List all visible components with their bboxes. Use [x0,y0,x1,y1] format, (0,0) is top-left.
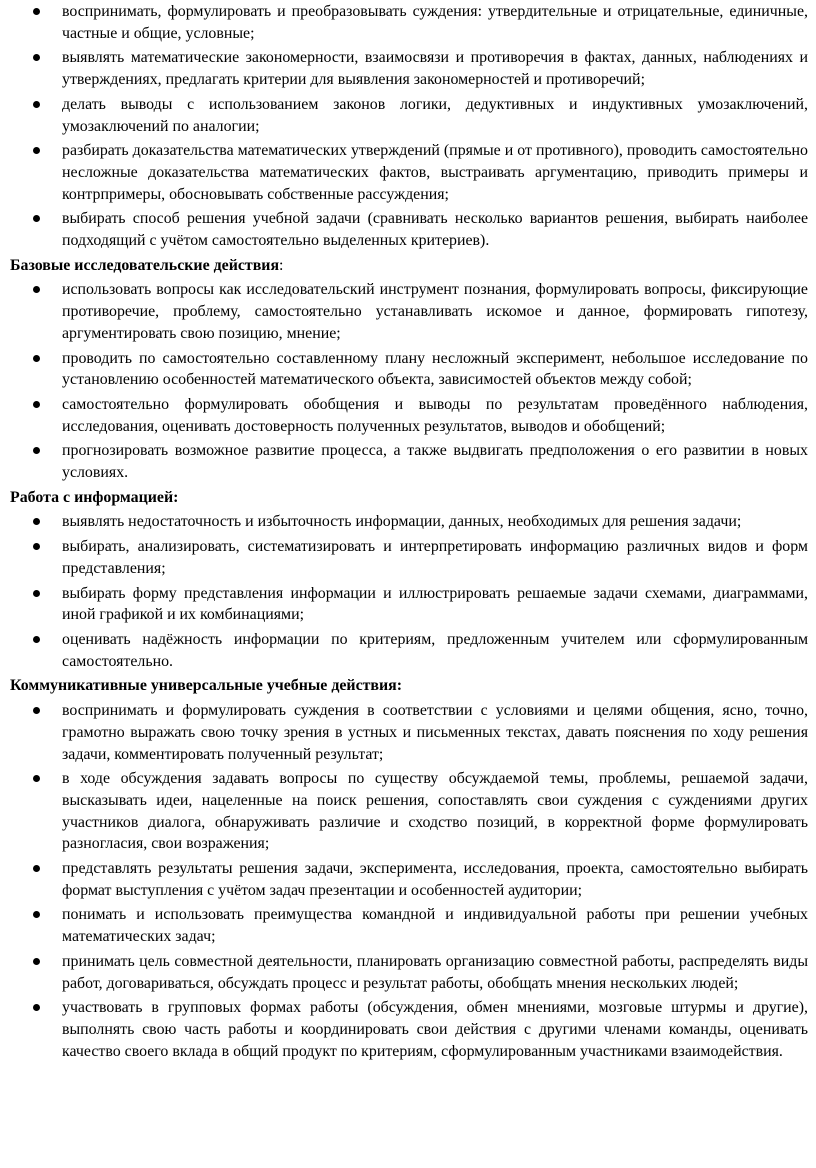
information-actions-list [10,511,808,672]
list-item: самостоятельно формулировать обобщения и выводы по результатам проведённого наблюдения, исследования, оценивать достоверность полученных результатов, выводов и обобщений; [10,394,808,437]
list-item: выявлять недостаточность и избыточность информации, данных, необходимых для решения задачи; [10,511,808,533]
list-item: принимать цель совместной деятельности, планировать организацию совместной работы, распределять виды работ, договариваться, обсуждать процесс и результат работы, обобщать мнения нескольких людей; [10,951,808,994]
list-item: воспринимать, формулировать и преобразовывать суждения: утвердительные и отрицательные, единичные, частные и общие, условные; [10,1,808,44]
logic-actions-list [10,1,808,252]
heading-colon: : [279,256,284,274]
list-item: выявлять математические закономерности, взаимосвязи и противоречия в фактах, данных, наблюдениях и утверждениях, предлагать критерии для выявления закономерностей и противоречий; [10,47,808,90]
list-item: выбирать способ решения учебной задачи (сравнивать несколько вариантов решения, выбирать наиболее подходящий с учётом самостоятельно выделенных критериев). [10,208,808,251]
section-heading-information: Работа с информацией: [10,488,179,506]
list-item: выбирать форму представления информации и иллюстрировать решаемые задачи схемами, диаграммами, иной графикой и их комбинациями; [10,583,808,626]
list-item: в ходе обсуждения задавать вопросы по существу обсуждаемой темы, проблемы, решаемой задачи, высказывать идеи, нацеленные на поиск решения, сопоставлять свои суждения с суждениями других участников диалога, обнаруживать различие и сходство позиций, в корректной форме формулировать разногласия, свои возражения; [10,768,808,855]
list-item: понимать и использовать преимущества командной и индивидуальной работы при решении учебных математических задач; [10,904,808,947]
list-item: участвовать в групповых формах работы (обсуждения, обмен мнениями, мозговые штурмы и другие), выполнять свою часть работы и координировать свои действия с другими членами команды, оценивать качество своего вклада в общий продукт по критериям, сформулированным участниками взаимодействия. [10,997,808,1062]
list-item: разбирать доказательства математических утверждений (прямые и от противного), проводить самостоятельно несложные доказательства математических фактов, выстраивать аргументацию, приводить примеры и контрпримеры, обосновывать собственные рассуждения; [10,140,808,205]
section-heading-research [10,255,808,277]
list-item: представлять результаты решения задачи, эксперимента, исследования, проекта, самостоятельно выбирать формат выступления с учётом задач презентации и особенностей аудитории; [10,858,808,901]
list-item: оценивать надёжность информации по критериям, предложенным учителем или сформулированным самостоятельно. [10,629,808,672]
section-heading-communicative: Коммуникативные универсальные учебные действия: [10,677,403,695]
list-item: воспринимать и формулировать суждения в соответствии с условиями и целями общения, ясно, точно, грамотно выражать свою точку зрения в устных и письменных текстах, давать пояснения по ходу решения задачи, комментировать полученный результат; [10,700,808,765]
list-item: проводить по самостоятельно составленному плану несложный эксперимент, небольшое исследование по установлению особенностей математического объекта, зависимостей объектов между собой; [10,348,808,391]
heading-text: Базовые исследовательские действия [10,256,280,274]
list-item: прогнозировать возможное развитие процесса, а также выдвигать предположения о его развитии в новых условиях. [10,440,808,483]
communicative-actions-list [10,700,808,1062]
research-actions-list [10,279,808,483]
list-item: выбирать, анализировать, систематизировать и интерпретировать информацию различных видов и форм представления; [10,536,808,579]
list-item: использовать вопросы как исследовательский инструмент познания, формулировать вопросы, фиксирующие противоречие, проблему, самостоятельно устанавливать искомое и данное, формировать гипотезу, аргументировать свою позицию, мнение; [10,279,808,344]
list-item: делать выводы с использованием законов логики, дедуктивных и индуктивных умозаключений, умозаключений по аналогии; [10,94,808,137]
